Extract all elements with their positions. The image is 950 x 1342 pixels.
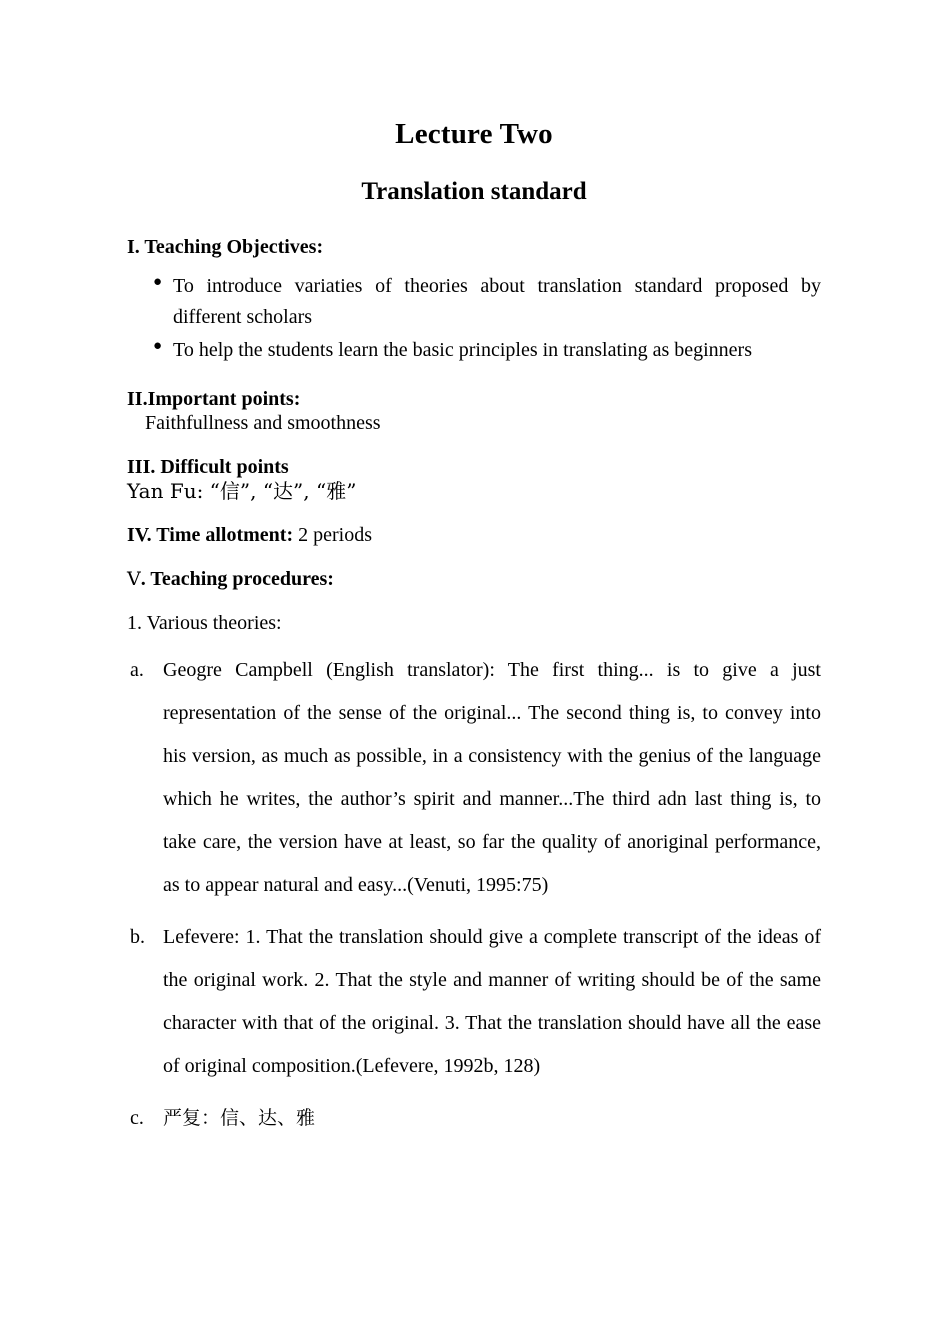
list-item <box>127 335 821 366</box>
difficult-points-text: Yan Fu: “信”, “达”, “雅” <box>127 478 357 503</box>
section-heading-important-points: II.Important points: <box>127 387 301 410</box>
page-title: Lecture Two <box>395 118 553 150</box>
teaching-procedures-label: . Teaching procedures: <box>140 567 334 590</box>
bullet-icon: ● <box>153 274 163 291</box>
section-heading-teaching-procedures <box>127 567 821 592</box>
various-theories-lead-in: 1. Various theories: <box>127 612 282 635</box>
teaching-objectives-list <box>127 271 821 367</box>
time-allotment-value: 2 periods <box>293 523 373 546</box>
list-item-label: Geogre Campbell (English translator): The first thing... is to give a just representation of the sense of the original... The second thing is, to convey into his version, as much as possible, in a consistency with the genius of the language which he writes, the author’s spirit and manner...The third adn last thing is, to take care, the version have at least, so far the quality of anoriginal performance, as to appear natural and easy...(Venuti, 1995:75) <box>163 659 821 897</box>
section-heading-teaching-objectives: I. Teaching Objectives: <box>127 236 324 259</box>
list-item-marker: c. <box>130 1107 144 1130</box>
bullet-icon: ● <box>153 338 163 355</box>
list-item <box>127 1097 821 1140</box>
list-item-label: 严复：信、达、雅 <box>163 1107 316 1130</box>
list-item-marker: a. <box>130 659 144 682</box>
section-heading-difficult-points: III. Difficult points <box>127 455 289 478</box>
theories-list <box>127 649 821 1140</box>
list-item <box>127 916 821 1088</box>
page-subtitle: Translation standard <box>361 178 587 206</box>
list-item-label: To introduce variaties of theories about translation standard proposed by different scholars <box>173 275 821 329</box>
list-item-label: Lefevere: 1. That the translation should give a complete transcript of the ideas of the original work. 2. That the style and manner of writing should be of the same character with that of the original. 3. That the translation should have all the ease of original composition.(Lefevere, 1992b, 128) <box>163 926 821 1078</box>
list-item-label: To help the students learn the basic principles in translating as beginners <box>173 339 753 362</box>
list-item-marker: b. <box>130 926 145 949</box>
roman-numeral-five: Ⅴ <box>127 568 141 590</box>
list-item <box>127 649 821 907</box>
section-heading-time-allotment <box>127 523 821 547</box>
important-points-text: Faithfullness and smoothness <box>145 411 381 434</box>
time-allotment-label: IV. Time allotment: <box>127 523 294 546</box>
list-item <box>127 271 821 333</box>
document-body <box>127 0 821 1140</box>
